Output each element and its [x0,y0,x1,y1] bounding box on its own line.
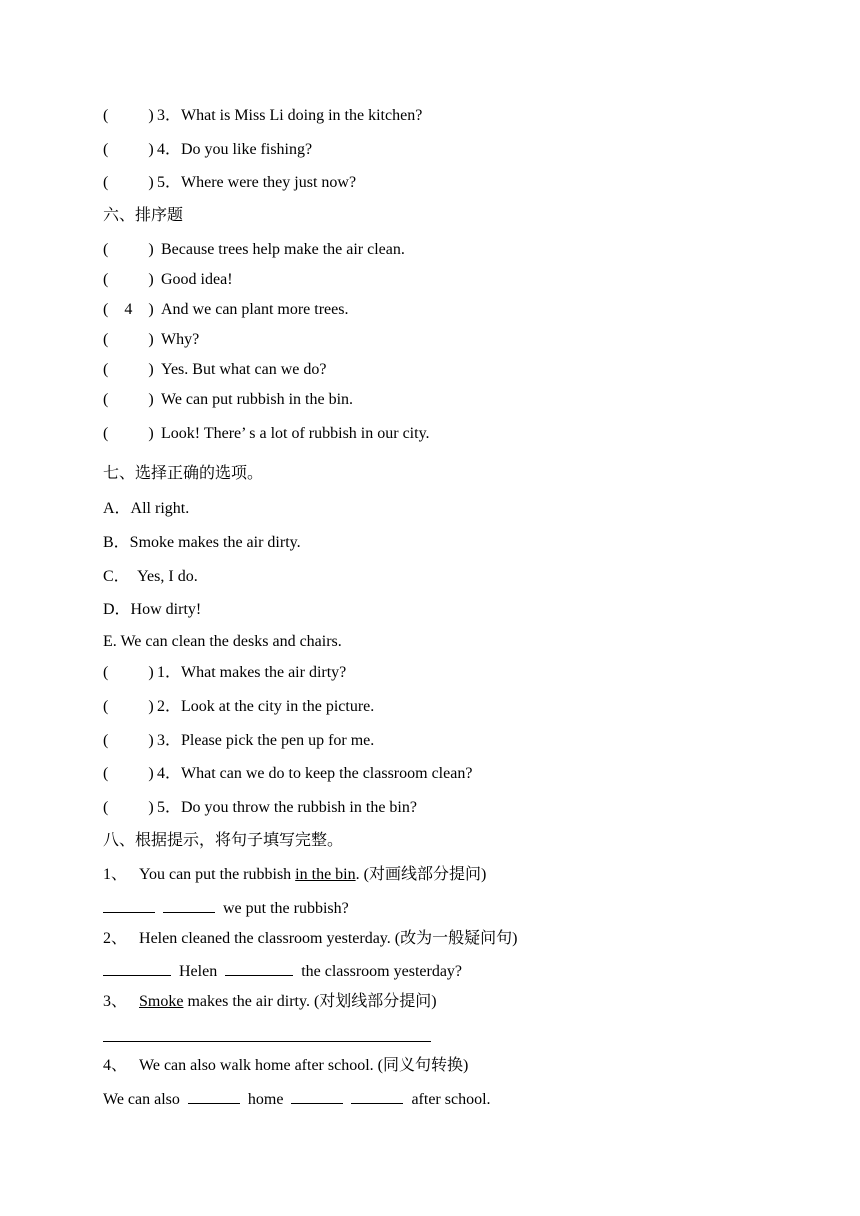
question-number: 2、 [103,930,128,947]
question-text: 4．What can we do to keep the classroom clean? [157,765,473,782]
answer-paren[interactable]: ( 4 ) [103,301,154,318]
question-row [103,764,472,784]
section-heading: 六、排序题 [103,207,184,224]
question-text: 5．Where were they just now? [157,174,357,191]
underlined-phrase: in the bin [295,866,356,883]
question-text: 3．What is Miss Li doing in the kitchen? [157,107,423,124]
answer-paren[interactable]: ( ) [103,799,154,816]
question-row [103,173,356,193]
blank[interactable] [188,1089,240,1104]
answer-paren[interactable]: ( ) [103,174,154,191]
answer-line-3[interactable] [103,1041,431,1042]
blank[interactable] [163,898,215,913]
section-heading: 七、选择正确的选项。 [103,465,264,482]
question-text: 2．Look at the city in the picture. [157,698,375,715]
blank[interactable] [291,1089,343,1104]
answer-paren[interactable]: ( ) [103,107,154,124]
ordering-text: Good idea! [161,271,233,288]
blank[interactable] [103,961,171,976]
section-heading: 八、根据提示，将句子填写完整。 [103,832,344,849]
option-b: B．Smoke makes the air dirty. [103,534,301,551]
ordering-row [103,270,233,290]
answer-line-1: we put the rubbish? [103,898,349,919]
ordering-text: Look! There’ s a lot of rubbish in our city. [161,425,430,442]
answer-paren[interactable]: ( ) [103,391,154,408]
answer-paren[interactable]: ( ) [103,664,154,681]
option-a: A．All right. [103,500,190,517]
question-row [103,731,374,751]
question-row [103,663,346,683]
blank[interactable] [103,898,155,913]
ordering-text: Because trees help make the air clean. [161,241,405,258]
ordering-row [103,390,353,410]
answer-paren[interactable]: ( ) [103,141,154,158]
option-c: C． Yes, I do. [103,568,198,585]
rewrite-question-4: 4、 We can also walk home after school. (同义句转换) [103,1057,469,1074]
option-d: D．How dirty! [103,601,202,618]
answer-paren[interactable]: ( ) [103,425,154,442]
answer-paren[interactable]: ( ) [103,361,154,378]
ordering-row [103,360,326,380]
ordering-row [103,300,348,320]
rewrite-question-2: 2、 Helen cleaned the classroom yesterday. (改为一般疑问句) [103,930,518,947]
answer-line-4: We can also home after school. [103,1091,491,1108]
answer-paren[interactable]: ( ) [103,698,154,715]
ordering-row [103,240,405,260]
blank[interactable] [225,961,293,976]
option-e: E. We can clean the desks and chairs. [103,633,342,650]
question-text: 5．Do you throw the rubbish in the bin? [157,799,417,816]
ordering-row [103,424,430,444]
question-number: 3、 [103,993,128,1010]
question-text: 4．Do you like fishing? [157,141,313,158]
rewrite-question-1: 1、 You can put the rubbish in the bin. (对画线部分提问) [103,866,487,883]
answer-paren[interactable]: ( ) [103,241,154,258]
rewrite-question-3: 3、 Smoke makes the air dirty. (对划线部分提问) [103,993,437,1010]
ordering-row [103,330,199,350]
ordering-text: Why? [161,331,200,348]
question-number: 4、 [103,1057,128,1074]
question-row [103,798,417,818]
answer-paren[interactable]: ( ) [103,765,154,782]
question-text: 1．What makes the air dirty? [157,664,347,681]
answer-line-2: Helen the classroom yesterday? [103,961,462,982]
answer-paren[interactable]: ( ) [103,331,154,348]
question-number: 1、 [103,866,128,883]
blank[interactable] [351,1089,403,1104]
ordering-text: We can put rubbish in the bin. [161,391,354,408]
ordering-text: Yes. But what can we do? [161,361,327,378]
answer-paren[interactable]: ( ) [103,271,154,288]
ordering-text: And we can plant more trees. [161,301,349,318]
underlined-phrase: Smoke [139,993,184,1010]
question-text: 3．Please pick the pen up for me. [157,732,375,749]
question-row [103,140,312,160]
question-row [103,106,422,126]
answer-paren[interactable]: ( ) [103,732,154,749]
question-row [103,697,374,717]
